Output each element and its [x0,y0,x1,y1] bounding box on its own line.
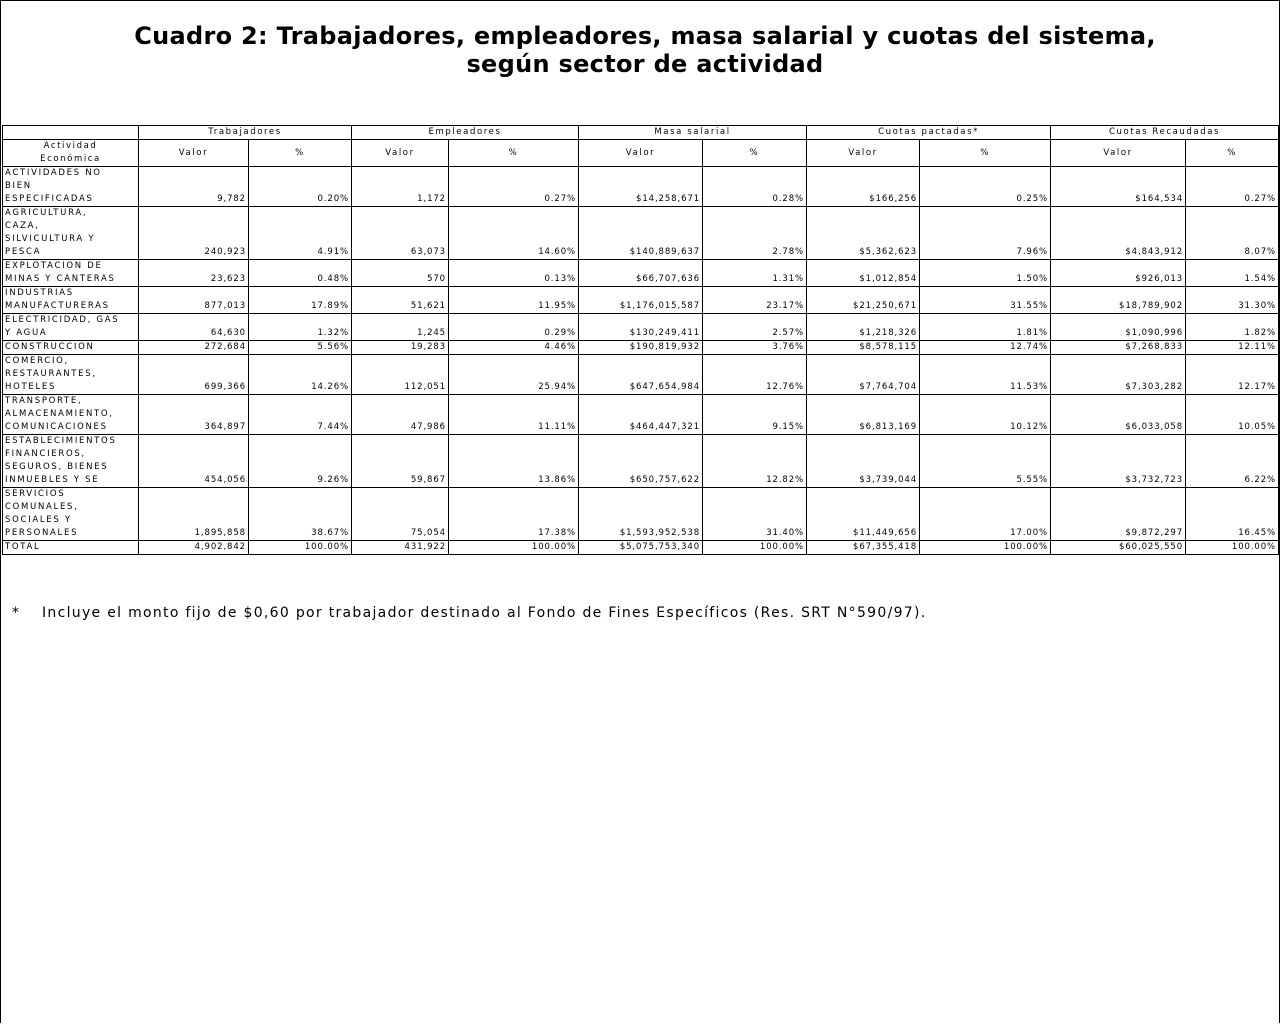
value-cell: $647,654,984 [579,355,703,395]
activity-line: PERSONALES [5,528,79,538]
activity-header-line: Económica [40,154,101,164]
percent-cell: 31.30% [1186,287,1279,314]
percent-cell: 10.05% [1186,395,1279,435]
value-cell: $66,707,636 [579,260,703,287]
sub-header-pct: % [449,140,579,167]
value-cell: $9,872,297 [1051,488,1186,541]
table-row [3,488,1279,541]
activity-line: EXPLOTACION DE [5,261,103,271]
activity-line: ESTABLECIMIENTOS [5,436,117,446]
activity-cell [3,541,139,555]
table-row [3,355,1279,395]
value-cell: $1,090,996 [1051,314,1186,341]
activity-line: INMUEBLES Y SE [5,475,100,485]
percent-cell: 100.00% [920,541,1051,555]
percent-cell: 0.13% [449,260,579,287]
percent-cell: 9.26% [249,435,352,488]
value-cell: $1,012,854 [807,260,920,287]
activity-cell [3,488,139,541]
sub-header-value: Valor [352,140,449,167]
group-header: Trabajadores [139,126,352,140]
value-cell: 272,684 [139,341,249,355]
percent-cell: 1.81% [920,314,1051,341]
value-cell: 63,073 [352,207,449,260]
value-cell: 454,056 [139,435,249,488]
value-cell: $1,218,326 [807,314,920,341]
percent-cell: 9.15% [703,395,807,435]
activity-header [3,140,139,167]
value-cell: 23,623 [139,260,249,287]
activity-line: ACTIVIDADES NO [5,168,102,178]
group-header: Cuotas Recaudadas [1051,126,1279,140]
activity-line: INDUSTRIAS [5,288,74,298]
activity-cell [3,287,139,314]
activity-line: Y AGUA [5,328,48,338]
sub-header-pct: % [1186,140,1279,167]
group-header: Empleadores [352,126,579,140]
percent-cell: 23.17% [703,287,807,314]
value-cell: 9,782 [139,167,249,207]
percent-cell: 8.07% [1186,207,1279,260]
value-cell: $8,578,115 [807,341,920,355]
value-cell: $21,250,671 [807,287,920,314]
activity-line: COMUNICACIONES [5,422,108,432]
value-cell: 1,895,858 [139,488,249,541]
data-table [2,125,1279,555]
value-cell: $6,813,169 [807,395,920,435]
percent-cell: 3.76% [703,341,807,355]
value-cell: $190,819,932 [579,341,703,355]
percent-cell: 12.82% [703,435,807,488]
percent-cell: 12.17% [1186,355,1279,395]
sub-header-value: Valor [579,140,703,167]
activity-cell [3,207,139,260]
activity-line: MANUFACTURERAS [5,301,110,311]
value-cell: $164,534 [1051,167,1186,207]
activity-line: TRANSPORTE, [5,396,83,406]
value-cell: $4,843,912 [1051,207,1186,260]
footnote [12,605,927,621]
percent-cell: 5.55% [920,435,1051,488]
value-cell: 431,922 [352,541,449,555]
value-cell: $140,889,637 [579,207,703,260]
percent-cell: 0.27% [1186,167,1279,207]
activity-cell [3,314,139,341]
activity-line: CAZA, [5,221,40,231]
activity-cell [3,167,139,207]
percent-cell: 11.95% [449,287,579,314]
percent-cell: 1.54% [1186,260,1279,287]
value-cell: $464,447,321 [579,395,703,435]
group-header-row [3,126,1279,140]
value-cell: 59,867 [352,435,449,488]
value-cell: $11,449,656 [807,488,920,541]
sub-header-value: Valor [807,140,920,167]
activity-line: ESPECIFICADAS [5,194,94,204]
percent-cell: 12.76% [703,355,807,395]
percent-cell: 31.40% [703,488,807,541]
activity-cell [3,435,139,488]
percent-cell: 17.89% [249,287,352,314]
percent-cell: 14.60% [449,207,579,260]
percent-cell: 4.91% [249,207,352,260]
value-cell: 1,172 [352,167,449,207]
activity-cell [3,355,139,395]
table-row [3,395,1279,435]
activity-line: MINAS Y CANTERAS [5,274,116,284]
activity-line: BIEN [5,181,32,191]
value-cell: $1,593,952,538 [579,488,703,541]
table-row [3,260,1279,287]
percent-cell: 16.45% [1186,488,1279,541]
percent-cell: 1.82% [1186,314,1279,341]
percent-cell: 4.46% [449,341,579,355]
value-cell: $67,355,418 [807,541,920,555]
activity-line: ALMACENAMIENTO, [5,409,114,419]
sub-header-value: Valor [1051,140,1186,167]
table-row [3,287,1279,314]
percent-cell: 0.27% [449,167,579,207]
footnote-mark: * [12,605,21,621]
value-cell: 570 [352,260,449,287]
activity-line: COMERCIO, [5,356,69,366]
value-cell: 877,013 [139,287,249,314]
percent-cell: 17.38% [449,488,579,541]
table-row [3,541,1279,555]
activity-line: HOTELES [5,382,57,392]
percent-cell: 100.00% [449,541,579,555]
value-cell: 51,621 [352,287,449,314]
sub-header-pct: % [920,140,1051,167]
percent-cell: 10.12% [920,395,1051,435]
activity-line: COMUNALES, [5,502,79,512]
page-title [0,22,1280,78]
percent-cell: 11.53% [920,355,1051,395]
percent-cell: 12.11% [1186,341,1279,355]
value-cell: $1,176,015,587 [579,287,703,314]
value-cell: $6,033,058 [1051,395,1186,435]
value-cell: $650,757,622 [579,435,703,488]
value-cell: $7,268,833 [1051,341,1186,355]
activity-cell [3,395,139,435]
table-row [3,314,1279,341]
percent-cell: 1.31% [703,260,807,287]
value-cell: $7,303,282 [1051,355,1186,395]
activity-line: SILVICULTURA Y [5,234,96,244]
value-cell: 112,051 [352,355,449,395]
value-cell: 64,630 [139,314,249,341]
activity-line: SERVICIOS [5,489,66,499]
sub-header-row [3,140,1279,167]
percent-cell: 1.32% [249,314,352,341]
table-row [3,341,1279,355]
table-row [3,435,1279,488]
title-line-1: Cuadro 2: Trabajadores, empleadores, masa salarial y cuotas del sistema, [134,22,1156,50]
value-cell: 75,054 [352,488,449,541]
sub-header-value: Valor [139,140,249,167]
percent-cell: 13.86% [449,435,579,488]
activity-corner [3,126,139,140]
percent-cell: 0.20% [249,167,352,207]
group-header: Masa salarial [579,126,807,140]
value-cell: 240,923 [139,207,249,260]
value-cell: $7,764,704 [807,355,920,395]
percent-cell: 7.44% [249,395,352,435]
percent-cell: 0.48% [249,260,352,287]
title-line-2: según sector de actividad [466,50,824,78]
footnote-text: Incluye el monto fijo de $0,60 por trabajador destinado al Fondo de Fines Específicos (Res. SRT N°590/97). [42,605,927,621]
percent-cell: 0.28% [703,167,807,207]
percent-cell: 5.56% [249,341,352,355]
value-cell: 364,897 [139,395,249,435]
table-row [3,207,1279,260]
group-header: Cuotas pactadas* [807,126,1051,140]
sub-header-pct: % [249,140,352,167]
value-cell: $18,789,902 [1051,287,1186,314]
value-cell: $5,362,623 [807,207,920,260]
percent-cell: 14.26% [249,355,352,395]
activity-line: SEGUROS, BIENES [5,462,109,472]
value-cell: $5,075,753,340 [579,541,703,555]
activity-line: FINANCIEROS, [5,449,86,459]
value-cell: $14,258,671 [579,167,703,207]
activity-line: TOTAL [5,542,41,552]
percent-cell: 0.25% [920,167,1051,207]
percent-cell: 25.94% [449,355,579,395]
percent-cell: 31.55% [920,287,1051,314]
percent-cell: 2.57% [703,314,807,341]
activity-line: AGRICULTURA, [5,208,88,218]
activity-line: ELECTRICIDAD, GAS [5,315,120,325]
value-cell: 4,902,842 [139,541,249,555]
percent-cell: 100.00% [1186,541,1279,555]
value-cell: $3,739,044 [807,435,920,488]
table-body [3,167,1279,555]
value-cell: $3,732,723 [1051,435,1186,488]
percent-cell: 17.00% [920,488,1051,541]
percent-cell: 100.00% [249,541,352,555]
value-cell: $926,013 [1051,260,1186,287]
percent-cell: 1.50% [920,260,1051,287]
table-row [3,167,1279,207]
value-cell: $130,249,411 [579,314,703,341]
activity-cell [3,260,139,287]
percent-cell: 38.67% [249,488,352,541]
percent-cell: 11.11% [449,395,579,435]
value-cell: 699,366 [139,355,249,395]
activity-line: SOCIALES Y [5,515,72,525]
value-cell: 1,245 [352,314,449,341]
percent-cell: 6.22% [1186,435,1279,488]
value-cell: $166,256 [807,167,920,207]
activity-cell [3,341,139,355]
sub-header-pct: % [703,140,807,167]
activity-line: RESTAURANTES, [5,369,97,379]
activity-header-line: Actividad [43,141,98,151]
percent-cell: 0.29% [449,314,579,341]
value-cell: 19,283 [352,341,449,355]
percent-cell: 2.78% [703,207,807,260]
activity-line: CONSTRUCCION [5,342,95,352]
value-cell: $60,025,550 [1051,541,1186,555]
value-cell: 47,986 [352,395,449,435]
percent-cell: 100.00% [703,541,807,555]
percent-cell: 12.74% [920,341,1051,355]
activity-line: PESCA [5,247,42,257]
percent-cell: 7.96% [920,207,1051,260]
